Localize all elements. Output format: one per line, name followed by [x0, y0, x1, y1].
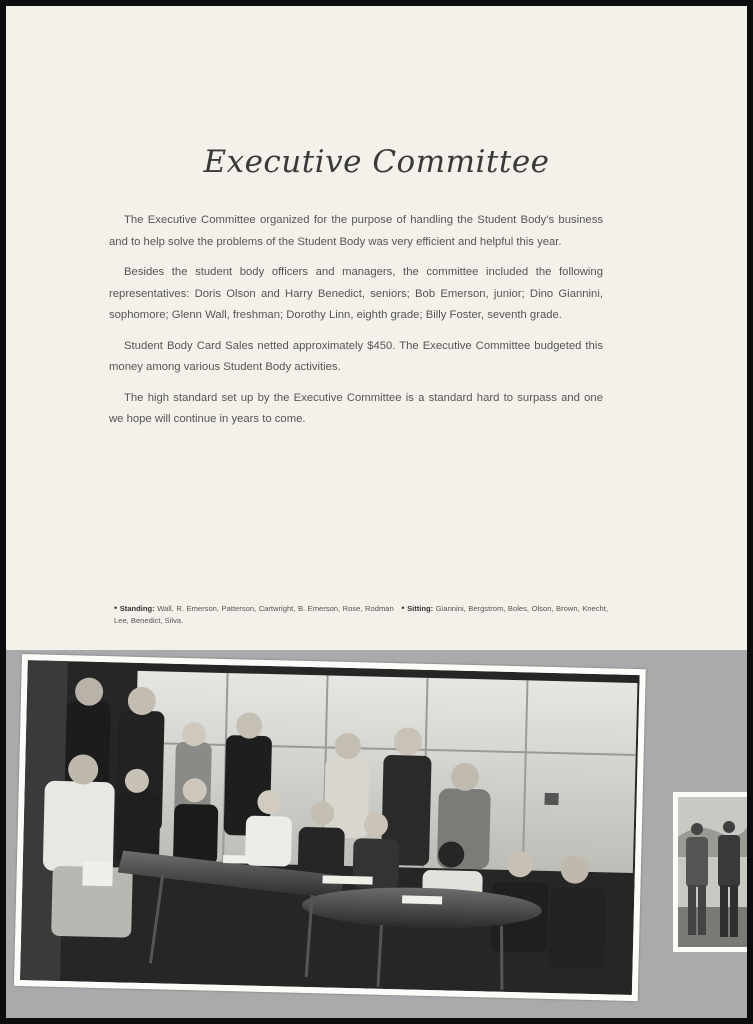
caption-bullet-standing: •	[114, 603, 118, 613]
caption-sitting-names: Giannini, Bergstrom, Boles, Olson, Brown, Knecht, Lee, Benedict, Silva.	[114, 604, 608, 625]
paragraph-2: Besides the student body officers and managers, the committee included the following representatives: Doris Olson and Harry Benedict, seniors; Bob Emerson, junior; Dino Giannini, sophomore; Glenn Wall, freshman; Dorothy Linn, eighth grade; Billy Foster, seventh grade.	[109, 266, 603, 321]
caption-standing-label: Standing:	[119, 604, 155, 613]
paragraph-1: The Executive Committee organized for the purpose of handling the Student Body's business and to help solve the problems of the Student Body was very efficient and helpful this year.	[109, 214, 603, 248]
side-photo-two-students	[673, 792, 747, 952]
side-photo-illustration	[678, 797, 747, 947]
photo-caption	[114, 602, 608, 627]
committee-photo-illustration	[20, 660, 640, 995]
page-title: Executive Committee	[203, 144, 550, 180]
caption-standing-names: Wall, R. Emerson, Patterson, Cartwright, B. Emerson, Rose, Rodman	[157, 604, 394, 613]
paragraph-4: The high standard set up by the Executive Committee is a standard hard to surpass and one we hope will continue in years to come.	[109, 391, 603, 425]
caption-bullet-sitting: •	[401, 603, 405, 613]
caption-sitting-label: Sitting:	[407, 604, 434, 613]
yearbook-page	[6, 6, 747, 1018]
committee-group-photo	[14, 654, 646, 1001]
article-body	[109, 210, 603, 440]
paragraph-3: Student Body Card Sales netted approximately $450. The Executive Committee budgeted this money among various Student Body activities.	[109, 339, 603, 373]
